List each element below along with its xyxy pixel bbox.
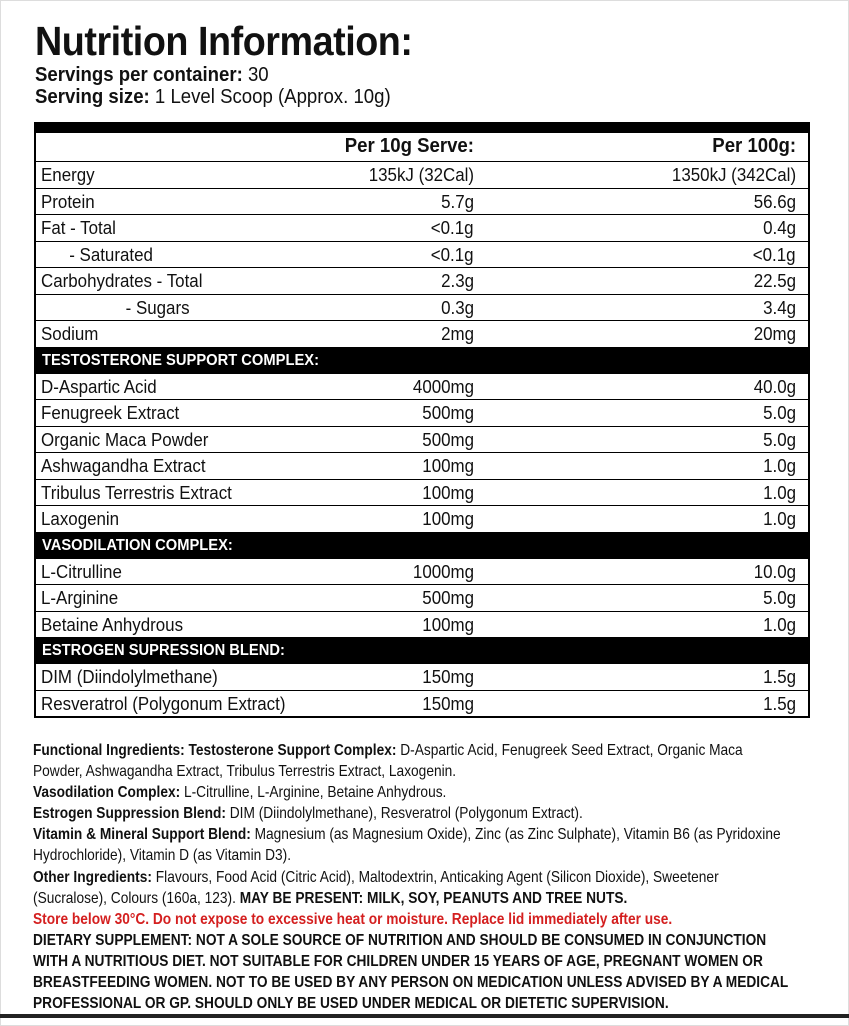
nutrient-name: Tribulus Terrestris Extract — [41, 482, 232, 503]
per-serve-value: 100mg — [422, 614, 474, 635]
per-100g-value: 1.5g — [763, 667, 796, 687]
per-serve-value: 100mg — [422, 509, 474, 529]
page-title: Nutrition Information: — [35, 18, 413, 64]
vitamin-ingredients — [33, 824, 790, 866]
per-100g-value: 40.0g — [753, 376, 796, 397]
table-row — [36, 585, 808, 612]
per-100g-value: 56.6g — [753, 191, 796, 212]
nutrient-name: Laxogenin — [41, 509, 120, 529]
nutrition-table — [34, 122, 810, 718]
per-serve-value: 150mg — [422, 693, 474, 714]
ingredient-notes — [33, 740, 790, 1014]
section-title: ESTROGEN SUPRESSION BLEND: — [42, 642, 285, 659]
nutrient-name: - Sugars — [41, 297, 190, 318]
servings-label: Servings per container: — [35, 64, 243, 86]
per-serve-value: <0.1g — [431, 218, 474, 238]
table-row — [36, 268, 808, 295]
nutrient-name: L-Arginine — [41, 588, 119, 608]
table-row — [36, 427, 808, 454]
other-label: Other Ingredients: — [33, 868, 152, 886]
table-row — [36, 559, 808, 586]
per-100g-value: 1.0g — [763, 482, 796, 503]
per-100g-value: 1.0g — [763, 614, 796, 635]
table-top-bar — [36, 122, 808, 133]
per-serve-value: 100mg — [422, 456, 474, 476]
per-100g-value: 1.0g — [763, 456, 796, 476]
header-per-100g: Per 100g: — [712, 135, 796, 157]
dietary-warning: DIETARY SUPPLEMENT: NOT A SOLE SOURCE OF NUTRITION AND SHOULD BE CONSUMED IN CONJUNCTION WITH A NUTRITIOUS DIET. NOT SUITABLE FOR CHILDREN UNDER 15 YEARS OF AGE, PREGNANT WOMEN OR BREASTFEEDING WOMEN. NOT TO BE USED BY ANY PERSON ON MEDICATION UNLESS ADVISED BY A MEDICAL PROFESSIONAL OR GP. SHOULD ONLY BE USED UNDER MEDICAL OR DIETETIC SUPERVISION. — [33, 931, 789, 1013]
per-serve-value: 0.3g — [441, 297, 474, 318]
per-100g-value: 5.0g — [763, 429, 796, 450]
per-100g-value: 1.0g — [763, 509, 796, 529]
servings-value: 30 — [247, 64, 269, 86]
nutrient-name: L-Citrulline — [41, 561, 122, 582]
header-per-serve: Per 10g Serve: — [344, 135, 474, 157]
per-100g-value: 22.5g — [753, 271, 796, 291]
table-row — [36, 215, 808, 242]
nutrient-name: Betaine Anhydrous — [41, 614, 184, 635]
serving-size — [35, 86, 391, 109]
nutrient-name: Energy — [41, 165, 95, 185]
table-row — [36, 400, 808, 427]
table-row — [36, 374, 808, 401]
nutrient-name: Fenugreek Extract — [41, 403, 180, 423]
nutrient-name: Ashwagandha Extract — [41, 456, 206, 476]
table-row — [36, 664, 808, 691]
per-100g-value: 0.4g — [763, 218, 796, 238]
table-row — [36, 321, 808, 348]
nutrient-name: Resveratrol (Polygonum Extract) — [41, 693, 286, 714]
table-row — [36, 612, 808, 639]
per-100g-value: 1.5g — [763, 693, 796, 714]
functional-label: Functional Ingredients: Testosterone Support Complex: — [33, 742, 397, 759]
vitamin-label: Vitamin & Mineral Support Blend: — [33, 826, 251, 844]
per-100g-value: 1350kJ (342Cal) — [671, 165, 796, 185]
per-serve-value: 135kJ (32Cal) — [368, 165, 474, 185]
per-100g-value: 5.0g — [763, 588, 796, 608]
vaso-text: L-Citrulline, L-Arginine, Betaine Anhydrous. — [180, 784, 447, 802]
table-row — [36, 506, 808, 533]
per-serve-value: 500mg — [422, 588, 474, 608]
vitamin-text: Magnesium (as Magnesium Oxide), Zinc (as Zinc Sulphate), Vitamin B6 (as Pyridoxine Hydrochloride), Vitamin D (as Vitamin D3). — [33, 826, 781, 865]
estrogen-label: Estrogen Suppression Blend: — [33, 805, 226, 823]
per-serve-value: 5.7g — [441, 191, 474, 212]
per-serve-value: 1000mg — [412, 561, 474, 582]
nutrient-name: DIM (Diindolylmethane) — [41, 667, 218, 687]
per-100g-value: 3.4g — [763, 297, 796, 318]
section-header — [36, 348, 808, 374]
table-header — [36, 133, 808, 162]
storage-instructions: Store below 30°C. Do not expose to excessive heat or moisture. Replace lid immediately after use. — [33, 910, 673, 928]
table-row — [36, 453, 808, 480]
nutrient-name: Carbohydrates - Total — [41, 271, 203, 291]
functional-text: D-Aspartic Acid, Fenugreek Seed Extract, Organic Maca Powder, Ashwagandha Extract, Tribulus Terrestris Extract, Laxogenin. — [33, 742, 743, 781]
per-100g-value: 10.0g — [753, 561, 796, 582]
per-serve-value: 500mg — [422, 429, 474, 450]
section-title: VASODILATION COMPLEX: — [42, 536, 233, 554]
section-header — [36, 638, 808, 664]
per-serve-value: 2mg — [441, 324, 474, 344]
vaso-label: Vasodilation Complex: — [33, 784, 181, 802]
table-row — [36, 189, 808, 216]
allergen-statement: MAY BE PRESENT: MILK, SOY, PEANUTS AND TREE NUTS. — [239, 889, 628, 907]
section-title: TESTOSTERONE SUPPORT COMPLEX: — [42, 351, 319, 369]
estrogen-ingredients — [33, 803, 790, 824]
per-100g-value: 20mg — [753, 324, 796, 344]
table-row — [36, 162, 808, 189]
table-row — [36, 691, 808, 717]
per-serve-value: 150mg — [422, 667, 474, 687]
other-ingredients — [33, 867, 790, 909]
nutrient-name: Sodium — [41, 324, 99, 344]
nutrient-name: D-Aspartic Acid — [41, 376, 157, 397]
nutrient-name: - Saturated — [41, 244, 153, 265]
per-serve-value: <0.1g — [431, 244, 474, 265]
per-serve-value: 100mg — [422, 482, 474, 503]
table-row — [36, 295, 808, 322]
serving-size-label: Serving size: — [35, 86, 150, 108]
nutrient-name: Protein — [41, 191, 95, 212]
vasodilation-ingredients — [33, 782, 790, 803]
other-text: Flavours, Food Acid (Citric Acid), Maltodextrin, Anticaking Agent (Silicon Dioxide), Sweetener (Sucralose), Colours (160a, 123). — [33, 868, 719, 907]
functional-ingredients — [33, 740, 790, 782]
per-serve-value: 500mg — [422, 403, 474, 423]
per-serve-value: 2.3g — [441, 271, 474, 291]
section-header — [36, 533, 808, 559]
servings-per-container — [35, 64, 269, 87]
nutrient-name: Organic Maca Powder — [41, 429, 209, 450]
table-row — [36, 480, 808, 507]
estrogen-text: DIM (Diindolylmethane), Resveratrol (Polygonum Extract). — [225, 805, 583, 823]
per-100g-value: <0.1g — [753, 244, 796, 265]
per-100g-value: 5.0g — [763, 403, 796, 423]
table-row — [36, 242, 808, 269]
bottom-rule — [0, 1014, 849, 1018]
serving-size-value: 1 Level Scoop (Approx. 10g) — [154, 86, 391, 108]
nutrient-name: Fat - Total — [41, 218, 116, 238]
per-serve-value: 4000mg — [412, 376, 474, 397]
